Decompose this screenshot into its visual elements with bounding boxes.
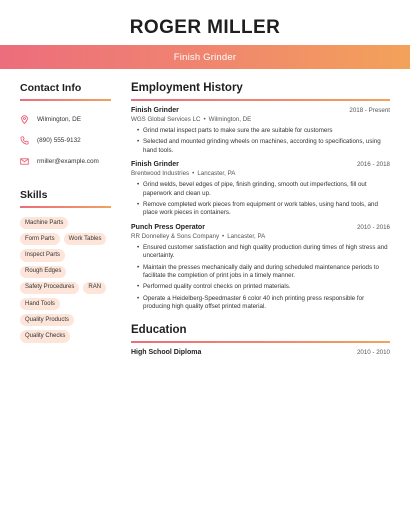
job-company: RR Donnelley & Sons Company <box>131 232 220 240</box>
skill-pill: Hand Tools <box>20 298 60 310</box>
separator-dot: • <box>192 170 195 178</box>
job-company: Brentwood Industries <box>131 170 190 178</box>
job-entry-dates: 2018 - Present <box>349 107 390 114</box>
separator-dot: • <box>203 116 206 123</box>
job-entry-title: Finish Grinder <box>131 161 179 169</box>
education-rule <box>131 341 390 343</box>
education-section-title: Education <box>131 323 187 336</box>
job-entry-dates: 2016 - 2018 <box>356 161 390 169</box>
job-bullets <box>131 181 390 218</box>
job-company-line <box>131 233 390 240</box>
contact-section-title: Contact Info <box>20 82 82 94</box>
skill-pill: Form Parts <box>20 233 60 245</box>
job-company: WGS Global Services LC <box>131 116 201 123</box>
job-title: Finish Grinder <box>173 51 237 63</box>
skill-pill: Safety Procedures <box>20 282 79 294</box>
job-title-banner <box>0 45 410 69</box>
job-company-line <box>131 170 390 177</box>
job-bullet: • Grind welds, bevel edges of pipe, finish grinding, smooth out imperfections, fill out paperwork and clean up. <box>137 181 390 198</box>
job-entry-title: Finish Grinder <box>131 107 179 114</box>
skill-pill: Rough Edges <box>20 266 66 278</box>
job-entry <box>131 161 390 218</box>
skill-pill: Inspect Parts <box>20 249 65 261</box>
job-bullets <box>131 127 390 155</box>
skills-list <box>20 217 111 343</box>
job-bullet: • Maintain the presses mechanically daily and during scheduled maintenance periods to facilitate the completion of print jobs in a timely manner. <box>137 264 390 281</box>
job-bullet: • Remove completed work pieces from equipment or work tables, using hand tools, and place work pieces in containers. <box>137 201 390 218</box>
job-bullet: • Operate a Heidelberg-Speedmaster 6 color 40 inch printing press responsible for producing high quality offset printed material. <box>137 295 390 312</box>
skill-pill: Work Tables <box>64 233 107 245</box>
skill-pill: RAN <box>83 282 106 294</box>
job-entry-dates: 2010 - 2016 <box>356 223 390 231</box>
job-bullets <box>131 244 390 312</box>
education-degree: High School Diploma <box>131 348 202 356</box>
education-entry <box>131 349 390 356</box>
skill-pill: Quality Products <box>20 314 74 326</box>
job-location: Lancaster, PA <box>197 170 236 178</box>
email-icon <box>20 157 29 166</box>
location-pin-icon <box>20 115 29 124</box>
contact-list <box>20 109 111 172</box>
job-location: Lancaster, PA <box>227 232 266 240</box>
job-entry-title: Punch Press Operator <box>131 223 205 231</box>
job-location: Wilmington, DE <box>208 116 252 123</box>
contact-rule <box>20 99 111 101</box>
job-bullet: • Performed quality control checks on printed materials. <box>137 283 390 291</box>
skills-rule <box>20 206 111 208</box>
job-header <box>131 107 390 114</box>
contact-phone <box>20 130 111 151</box>
job-header <box>131 224 390 231</box>
job-header <box>131 161 390 168</box>
job-bullet: • Ensured customer satisfaction and high quality production during times of high stress and uncertainty. <box>137 244 390 261</box>
contact-email-text: rmiller@example.com <box>37 158 99 165</box>
contact-email <box>20 151 111 172</box>
job-entry <box>131 224 390 312</box>
phone-icon <box>20 136 29 145</box>
job-company-line <box>131 116 390 123</box>
right-column <box>131 82 390 356</box>
skills-section-title: Skills <box>20 189 48 201</box>
skill-pill: Quality Checks <box>20 330 70 342</box>
contact-phone-text: (890) 555-9132 <box>37 137 81 144</box>
candidate-name: ROGER MILLER <box>129 17 281 38</box>
job-bullet: • Selected and mounted grinding wheels on machines, according to specifications, using hand tools. <box>137 138 390 155</box>
education-dates: 2010 - 2010 <box>356 348 390 356</box>
job-entry <box>131 107 390 155</box>
employment-section-title: Employment History <box>131 82 243 94</box>
contact-location <box>20 109 111 130</box>
left-column <box>20 82 111 343</box>
separator-dot: • <box>222 232 225 240</box>
employment-rule <box>131 99 390 101</box>
skill-pill: Machine Parts <box>20 217 68 229</box>
contact-location-text: Wilmington, DE <box>37 116 82 123</box>
job-bullet: • Grind metal inspect parts to make sure the are suitable for customers <box>137 127 390 135</box>
